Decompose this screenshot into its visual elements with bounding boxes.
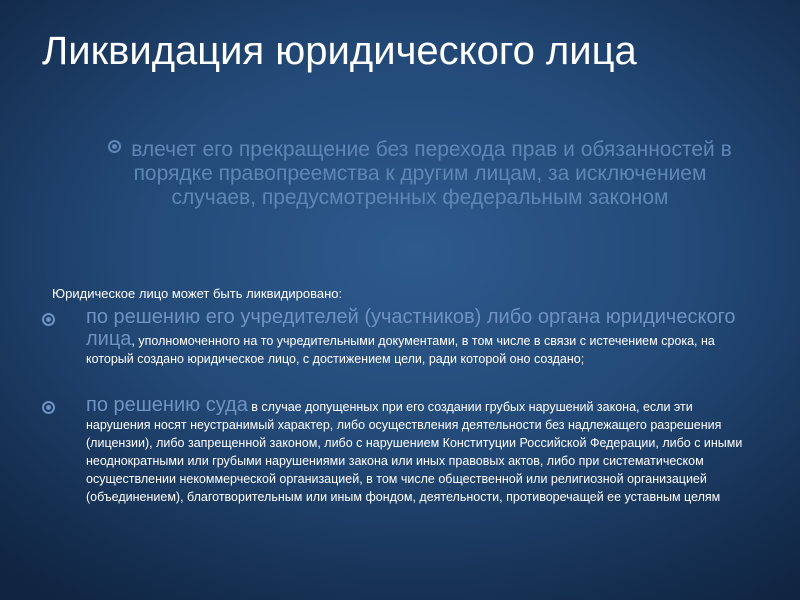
ring-bullet-icon <box>42 401 55 414</box>
ring-bullet-icon <box>42 313 55 326</box>
list-item-content <box>42 394 752 506</box>
list-item-detail: в случае допущенных при его создании грубых нарушений закона, если эти нарушения носят неустранимый характер, либо осуществления деятельности без надлежащего разрешения (лицензии), либо запрещенной законом, либо с нарушением Конституции Российской Федерации, либо с иными неоднократными или грубыми нарушениями закона или иных правовых актов, либо при систематическом осуществлении некоммерческой организацией, в том числе общественной или религиозной организацией (объединением), благотворительным или иным фондом, деятельности, противоречащей ее уставным целям <box>86 400 743 504</box>
list-item-lead: по решению суда <box>86 394 248 416</box>
list-item <box>42 306 752 368</box>
list-item-content <box>42 306 752 368</box>
slide-title: Ликвидация юридического лица <box>42 29 637 73</box>
list-item-detail: , уполномоченного на то учредительными документами, в том числе в связи с истечением срока, на который создано юридическое лицо, с достижением цели, ради которой оно создано; <box>86 334 715 366</box>
list-item <box>42 394 752 506</box>
list-subheading: Юридическое лицо может быть ликвидировано: <box>52 286 343 301</box>
intro-paragraph <box>90 138 750 210</box>
ring-bullet-icon <box>108 140 121 153</box>
intro-text: влечет его прекращение без перехода прав и обязанностей в порядке правопреемства к другим лицам, за исключением случаев, предусмотренных федеральным законом <box>131 138 732 209</box>
list-item-lead: по решению его учредителей (участников) либо органа юридического лица <box>86 306 736 350</box>
